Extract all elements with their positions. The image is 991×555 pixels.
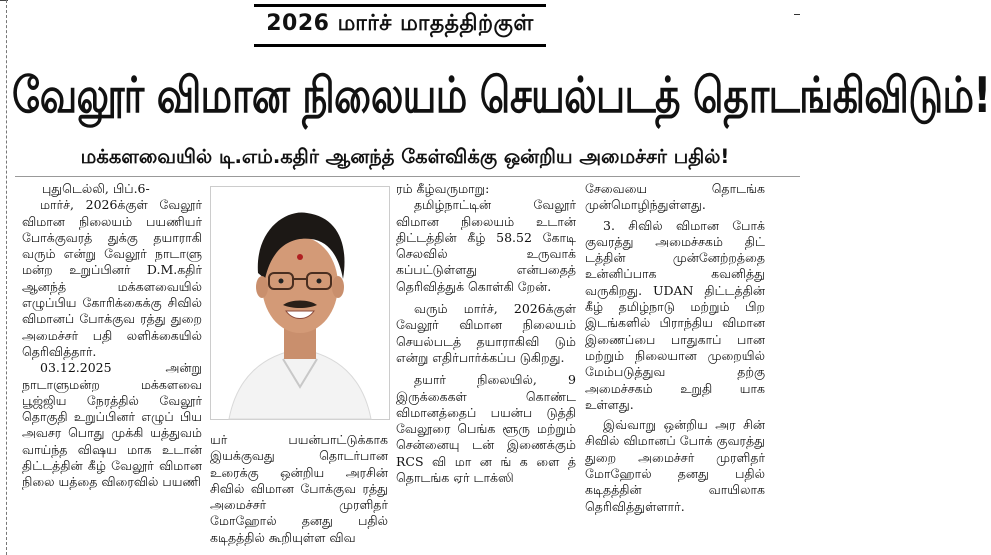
man-portrait-icon (211, 187, 389, 419)
article-column-2 (210, 432, 388, 546)
paragraph: 3. சிவில் விமான போக் குவரத்து அமைச்சகம் திட் டத்தின் முன்னேற்றத்தை உன்னிப்பாக கவனித்து வருகிறது. UDAN திட்டத்தின் கீழ் தமிழ்நாடு மற்றும் பிற இடங்களில் பிராந்திய விமான இணைப்பை பாதுகாப் பான மற்றும் நிலையான முறையில் மேம்படுத்துவ தற்கு அமைச்சகம் உறுதி யாக உள்ளது. (585, 217, 765, 412)
article-column-1 (22, 181, 202, 491)
header-rule (15, 176, 800, 177)
paragraph: மார்ச், 2026க்குள் வேலூர் விமான நிலையம் பயணியர் போக்குவரத் துக்கு தயாராகி வரும் என்று வேலூர் நாடாளு மன்ற உறுப்பினர் D.M.கதிர் ஆனந்த் மக்களவையில் எழுப்பிய கோரிக்கைக்கு சிவில் விமானப் போக்குவ ரத்து துறை அமைச்சர் பதி லளிக்கையில் தெரிவித்தார். (22, 197, 202, 359)
headline: வேலூர் விமான நிலையம் செயல்படத் தொடங்கிவிடும்! (12, 68, 991, 125)
paragraph: தயார் நிலையில், 9 இருக்கைகள் கொண்ட விமானத்தைப் பயன்ப டுத்தி வேலூரை பெங்க ளூரு மற்றும் சென்னையு டன் இணைக்கும் RCS வி மா ன ங் க ளை த் தொடங்க ஏர் டாக்ஸி (396, 372, 576, 486)
kicker-wrap (0, 4, 800, 47)
paragraph: 03.12.2025 அன்று நாடாளுமன்ற மக்களவை பூஜ்ஜிய நேரத்தில் வேலூர் தொகுதி உறுப்பினர் எழுப் பிய அவசர பொது முக்கி யத்துவம் வாய்ந்த விஷய மாக உடான் திட்டத்தின் கீழ் வேலூர் விமான நிலை யத்தை விரைவில் பயணி (22, 360, 202, 490)
dateline: புதுடெல்லி, பிப்.6- (42, 181, 150, 196)
paragraph: தமிழ்நாட்டின் வேலூர் விமான நிலையம் உடான் திட்டத்தின் கீழ் 58.52 கோடி செலவில் உருவாக் கப்பட்டுள்ளது என்பதைத் தெரிவித்துக் கொள்கி றேன். (396, 197, 576, 294)
kicker: 2026 மார்ச் மாதத்திற்குள் (254, 4, 546, 47)
paragraph: இவ்வாறு ஒன்றிய அர சின் சிவில் விமானப் போக் குவரத்து துறை அமைச்சர் முரளிதர் மோஹோல் தனது பதில் கடிதத்தின் வாயிலாக தெரிவித்துள்ளார். (585, 417, 765, 514)
paragraph: சேவையை தொடங்க முன்மொழிந்துள்ளது. (585, 181, 765, 213)
paragraph: யர் பயன்பாட்டுக்காக இயக்குவது தொடர்பான உரைக்கு ஒன்றிய அரசின் சிவில் விமான போக்குவ ரத்து அமைச்சர் முரளிதர் மோஹோல் தனது பதில் கடிதத்தில் கூறியுள்ள விவ (210, 432, 388, 545)
paragraph: ரம் கீழ்வருமாறு: (396, 181, 490, 196)
article-column-3 (396, 181, 576, 486)
column-separator-left (6, 0, 7, 555)
subheadline: மக்களவையில் டி.எம்.கதிர் ஆனந்த் கேள்விக்கு ஒன்றிய அமைச்சர் பதில்! (80, 145, 730, 168)
portrait-photo (210, 186, 390, 420)
article-column-4 (585, 181, 765, 515)
paragraph: வரும் மார்ச், 2026க்குள் வேலூர் விமான நிலையம் செயல்படத் தயாராகிவி டும் என்று எதிர்பார்க்கப்ப டுகிறது. (396, 301, 576, 365)
